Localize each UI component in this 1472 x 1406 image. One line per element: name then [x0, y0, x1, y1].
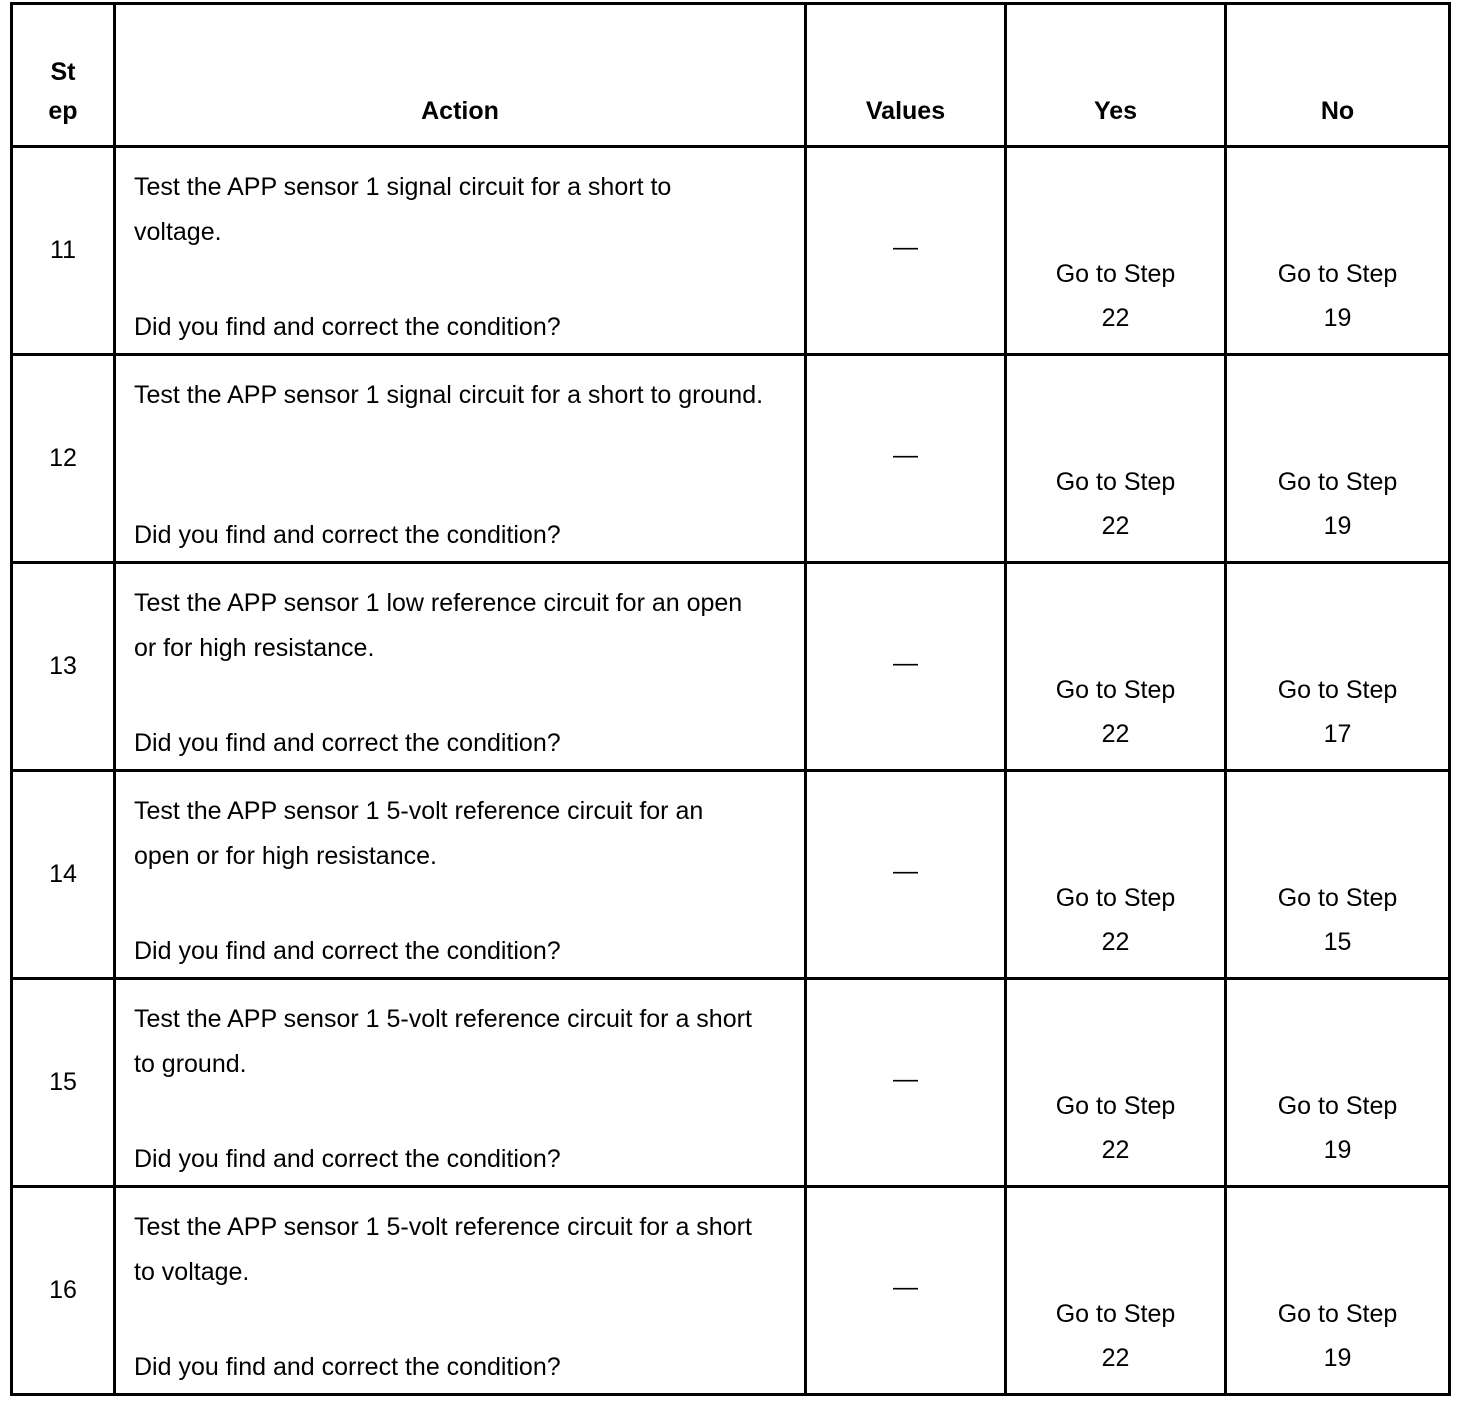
header-values: Values: [806, 4, 1006, 147]
action-cell: [115, 563, 806, 771]
value-cell: [806, 563, 1006, 771]
table-row: [12, 147, 1450, 355]
value-cell: [806, 147, 1006, 355]
value-cell: [806, 355, 1006, 563]
action-text: Test the APP sensor 1 signal circuit for a short to ground.: [134, 381, 764, 409]
action-question: Did you find and correct the condition?: [134, 1353, 561, 1381]
yes-step: 22: [1101, 928, 1130, 956]
yes-label: Go to Step: [1055, 1092, 1176, 1120]
no-label: Go to Step: [1277, 1092, 1398, 1120]
value-dash: —: [893, 649, 918, 677]
action-question: Did you find and correct the condition?: [134, 729, 561, 757]
step-number: 11: [12, 147, 115, 355]
header-yes: Yes: [1006, 4, 1226, 147]
table-row: [12, 979, 1450, 1187]
no-cell: [1226, 147, 1450, 355]
yes-label: Go to Step: [1055, 676, 1176, 704]
no-cell: [1226, 563, 1450, 771]
action-question: Did you find and correct the condition?: [134, 1145, 561, 1173]
no-cell: [1226, 1187, 1450, 1395]
action-question: Did you find and correct the condition?: [134, 521, 561, 549]
yes-cell: [1006, 147, 1226, 355]
value-cell: [806, 771, 1006, 979]
yes-step: 22: [1101, 304, 1130, 332]
yes-label: Go to Step: [1055, 884, 1176, 912]
header-no: No: [1226, 4, 1450, 147]
action-text: Test the APP sensor 1 signal circuit for a short to voltage.: [134, 173, 672, 246]
yes-label: Go to Step: [1055, 1300, 1176, 1328]
table-row: [12, 1187, 1450, 1395]
no-cell: [1226, 979, 1450, 1187]
yes-cell: [1006, 355, 1226, 563]
diagnostic-table: [10, 2, 1451, 1396]
action-question: Did you find and correct the condition?: [134, 313, 561, 341]
action-text: Test the APP sensor 1 5-volt reference circuit for an open or for high resistance.: [134, 797, 704, 870]
value-dash: —: [893, 441, 918, 469]
no-label: Go to Step: [1277, 260, 1398, 288]
no-label: Go to Step: [1277, 1300, 1398, 1328]
value-cell: [806, 979, 1006, 1187]
yes-cell: [1006, 979, 1226, 1187]
action-text: Test the APP sensor 1 5-volt reference circuit for a short to voltage.: [134, 1213, 752, 1286]
value-dash: —: [893, 233, 918, 261]
no-step: 15: [1323, 928, 1352, 956]
no-step: 19: [1323, 1136, 1352, 1164]
no-step: 19: [1323, 512, 1352, 540]
yes-step: 22: [1101, 1136, 1130, 1164]
header-step: St ep: [12, 4, 115, 147]
step-number: 16: [12, 1187, 115, 1395]
action-cell: [115, 355, 806, 563]
yes-label: Go to Step: [1055, 260, 1176, 288]
step-number: 12: [12, 355, 115, 563]
no-step: 17: [1323, 720, 1352, 748]
action-text: Test the APP sensor 1 low reference circuit for an open or for high resistance.: [134, 589, 743, 662]
action-text: Test the APP sensor 1 5-volt reference circuit for a short to ground.: [134, 1005, 752, 1078]
yes-cell: [1006, 563, 1226, 771]
action-cell: [115, 1187, 806, 1395]
table-row: [12, 563, 1450, 771]
action-cell: [115, 147, 806, 355]
no-label: Go to Step: [1277, 676, 1398, 704]
header-row: [12, 4, 1450, 147]
step-number: 14: [12, 771, 115, 979]
yes-cell: [1006, 1187, 1226, 1395]
no-cell: [1226, 771, 1450, 979]
table-row: [12, 771, 1450, 979]
no-cell: [1226, 355, 1450, 563]
no-label: Go to Step: [1277, 468, 1398, 496]
value-dash: —: [893, 1065, 918, 1093]
step-number: 13: [12, 563, 115, 771]
yes-label: Go to Step: [1055, 468, 1176, 496]
yes-step: 22: [1101, 1344, 1130, 1372]
yes-cell: [1006, 771, 1226, 979]
no-step: 19: [1323, 304, 1352, 332]
header-action: Action: [115, 4, 806, 147]
no-step: 19: [1323, 1344, 1352, 1372]
no-label: Go to Step: [1277, 884, 1398, 912]
value-dash: —: [893, 857, 918, 885]
value-dash: —: [893, 1273, 918, 1301]
action-cell: [115, 771, 806, 979]
value-cell: [806, 1187, 1006, 1395]
action-question: Did you find and correct the condition?: [134, 937, 561, 965]
yes-step: 22: [1101, 720, 1130, 748]
yes-step: 22: [1101, 512, 1130, 540]
table-row: [12, 355, 1450, 563]
step-number: 15: [12, 979, 115, 1187]
action-cell: [115, 979, 806, 1187]
